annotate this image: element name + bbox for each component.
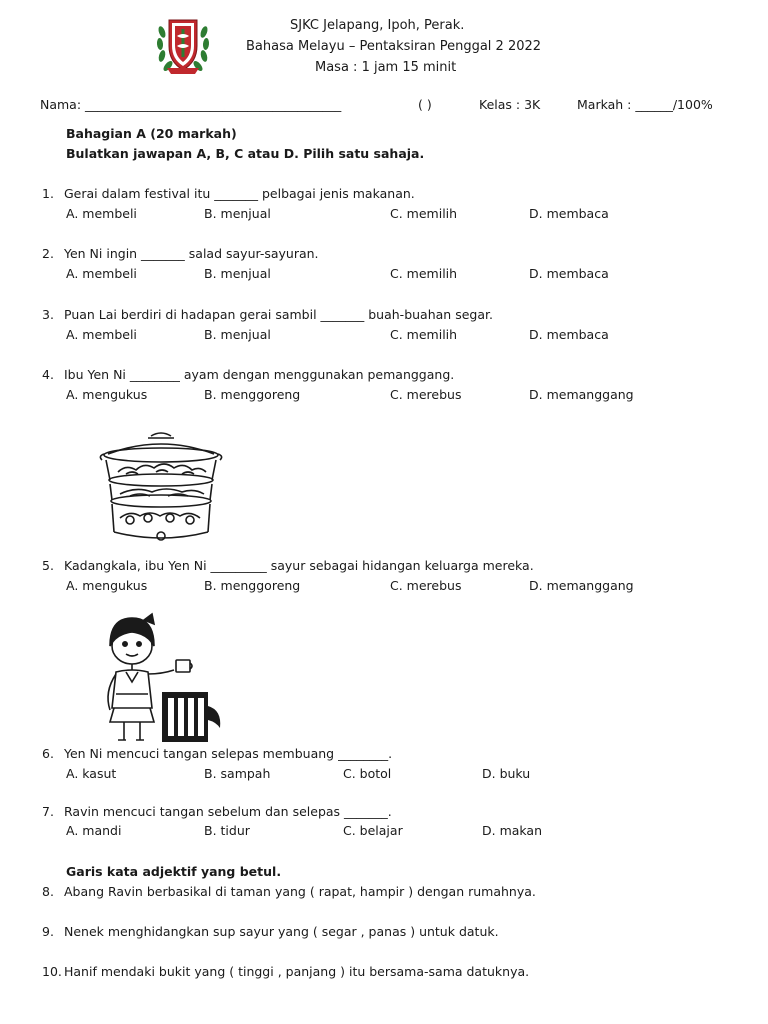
exam-duration: Masa : 1 jam 15 minit (315, 60, 457, 75)
option-a[interactable]: A. membeli (66, 327, 137, 342)
option-a[interactable]: A. mandi (66, 823, 122, 838)
question-text: Gerai dalam festival itu _______ pelbagai jenis makanan. (64, 186, 415, 201)
question-number: 3. (42, 307, 54, 322)
question-text: Ibu Yen Ni ________ ayam dengan menggunakan pemanggang. (64, 367, 455, 382)
option-a[interactable]: A. mengukus (66, 387, 148, 402)
option-b[interactable]: B. menggoreng (204, 387, 301, 402)
question-number: 7. (42, 804, 54, 819)
option-c[interactable]: C. merebus (390, 387, 462, 402)
question-number: 10. (42, 964, 62, 979)
number-field[interactable]: ( ) (418, 97, 432, 112)
option-a[interactable]: A. kasut (66, 766, 117, 781)
section-a-instruction: Bulatkan jawapan A, B, C atau D. Pilih satu sahaja. (66, 146, 425, 161)
school-name: SJKC Jelapang, Ipoh, Perak. (290, 18, 465, 33)
question-number: 8. (42, 884, 54, 899)
option-c[interactable]: C. memilih (390, 266, 458, 281)
school-crest-icon (155, 14, 211, 76)
option-b[interactable]: B. menggoreng (204, 578, 301, 593)
option-c[interactable]: C. merebus (390, 578, 462, 593)
question-text[interactable]: Hanif mendaki bukit yang ( tinggi , panjang ) itu bersama-sama datuknya. (64, 964, 530, 979)
question-text[interactable]: Abang Ravin berbasikal di taman yang ( rapat, hampir ) dengan rumahnya. (64, 884, 536, 899)
option-d[interactable]: D. makan (482, 823, 543, 838)
option-c[interactable]: C. botol (343, 766, 392, 781)
section-b-instruction: Garis kata adjektif yang betul. (66, 864, 282, 879)
class-label: Kelas : 3K (479, 97, 541, 112)
option-b[interactable]: B. menjual (204, 327, 271, 342)
name-field[interactable]: Nama: _________________________________________ (40, 97, 342, 112)
option-b[interactable]: B. menjual (204, 266, 271, 281)
option-d[interactable]: D. memanggang (529, 578, 634, 593)
option-a[interactable]: A. membeli (66, 206, 137, 221)
question-text: Kadangkala, ibu Yen Ni _________ sayur sebagai hidangan keluarga mereka. (64, 558, 534, 573)
question-text: Yen Ni ingin _______ salad sayur-sayuran. (64, 246, 319, 261)
question-text: Ravin mencuci tangan sebelum dan selepas _______. (64, 804, 392, 819)
question-number: 1. (42, 186, 54, 201)
food-steamer-icon (96, 428, 226, 546)
section-a-title: Bahagian A (20 markah) (66, 126, 237, 141)
option-d[interactable]: D. membaca (529, 266, 609, 281)
option-c[interactable]: C. memilih (390, 327, 458, 342)
option-b[interactable]: B. tidur (204, 823, 250, 838)
question-text[interactable]: Nenek menghidangkan sup sayur yang ( segar , panas ) untuk datuk. (64, 924, 499, 939)
option-d[interactable]: D. buku (482, 766, 531, 781)
girl-throwing-trash-icon (96, 612, 232, 744)
option-c[interactable]: C. memilih (390, 206, 458, 221)
question-number: 9. (42, 924, 54, 939)
exam-subject: Bahasa Melayu – Pentaksiran Penggal 2 2022 (246, 39, 542, 54)
option-c[interactable]: C. belajar (343, 823, 403, 838)
marks-field[interactable]: Markah : ______/100% (577, 97, 713, 112)
question-text: Yen Ni mencuci tangan selepas membuang ________. (64, 746, 393, 761)
option-b[interactable]: B. sampah (204, 766, 271, 781)
option-d[interactable]: D. membaca (529, 327, 609, 342)
option-b[interactable]: B. menjual (204, 206, 271, 221)
question-number: 6. (42, 746, 54, 761)
question-text: Puan Lai berdiri di hadapan gerai sambil _______ buah-buahan segar. (64, 307, 493, 322)
option-a[interactable]: A. mengukus (66, 578, 148, 593)
question-number: 4. (42, 367, 54, 382)
question-number: 2. (42, 246, 54, 261)
option-a[interactable]: A. membeli (66, 266, 137, 281)
option-d[interactable]: D. memanggang (529, 387, 634, 402)
question-number: 5. (42, 558, 54, 573)
option-d[interactable]: D. membaca (529, 206, 609, 221)
